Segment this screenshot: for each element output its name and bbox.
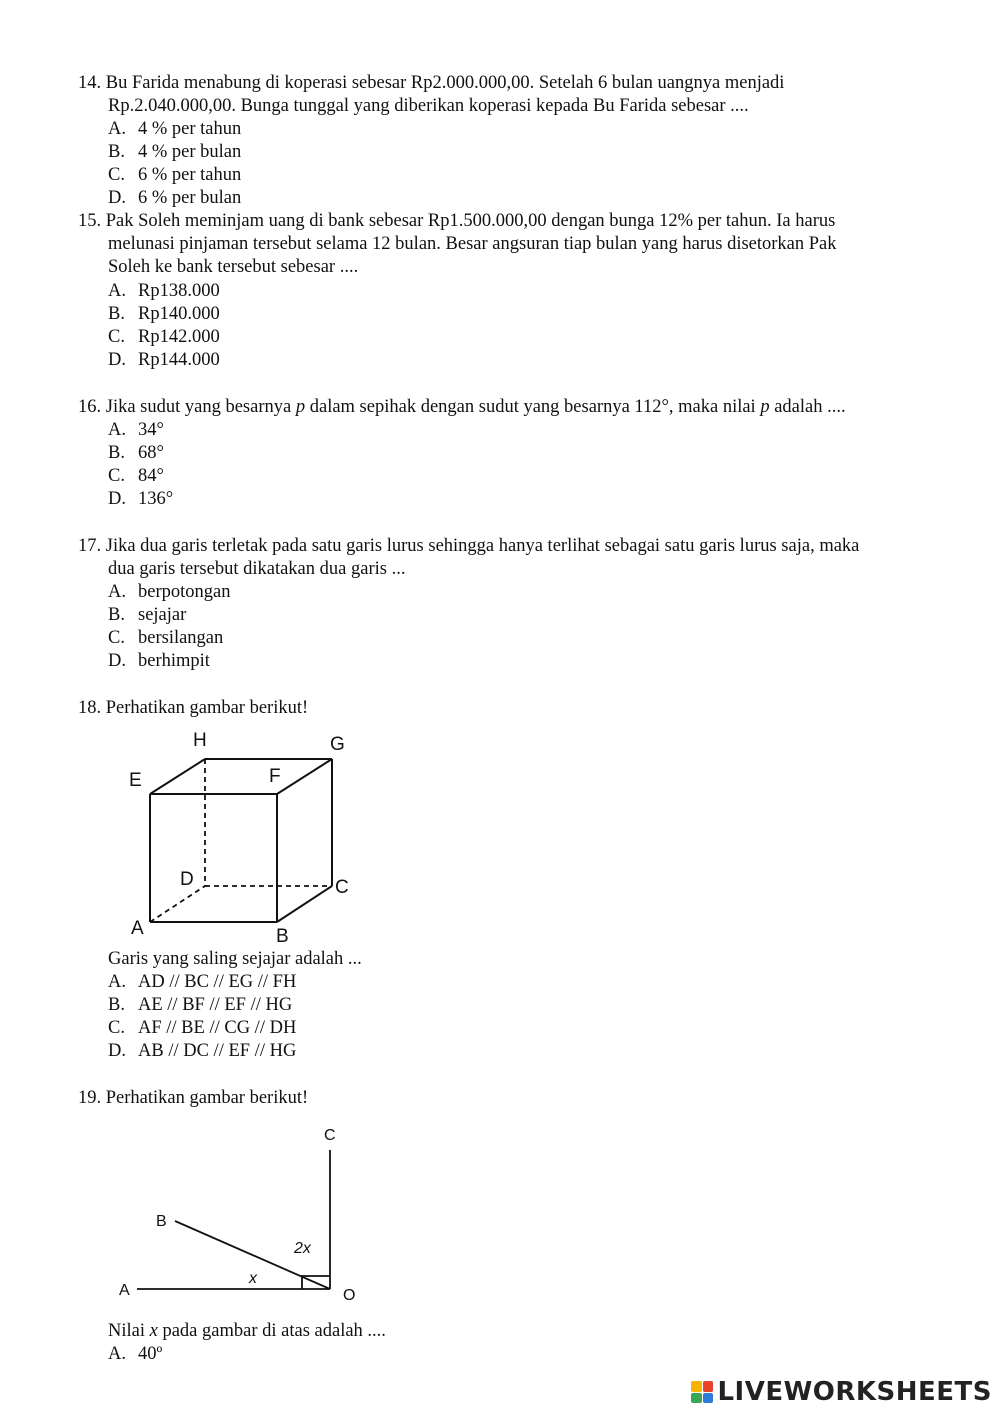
edge-ad-hidden [150, 886, 205, 922]
label-e: E [129, 770, 142, 791]
liveworksheets-logo-icon [691, 1381, 713, 1403]
q14-line-1 [78, 72, 784, 95]
label-c: C [324, 1127, 336, 1144]
q15-line-1 [78, 210, 835, 233]
label-b: B [156, 1213, 167, 1230]
q19-option-a[interactable]: A. 40º [108, 1344, 163, 1364]
q15-text-2: melunasi pinjaman tersebut selama 12 bulan. Besar angsuran tiap bulan yang harus disetorkan Pak [108, 234, 837, 254]
q17-option-c[interactable]: C. bersilangan [108, 628, 224, 648]
q18-intro: Perhatikan gambar berikut! [105, 698, 309, 718]
q14-option-a[interactable]: A. 4 % per tahun [108, 119, 242, 139]
q19-question: Nilai x pada gambar di atas adalah .... [108, 1321, 386, 1341]
label-d: D [180, 869, 194, 890]
edge-bc [277, 886, 332, 922]
q17-option-d[interactable]: D. berhimpit [108, 651, 210, 671]
label-angle-x: x [249, 1270, 257, 1287]
q14-option-c[interactable]: C. 6 % per tahun [108, 165, 242, 185]
q17-text-2: dua garis tersebut dikatakan dua garis ... [108, 559, 406, 579]
q16-option-b[interactable]: B. 68° [108, 443, 164, 463]
q18-question: Garis yang saling sejajar adalah ... [108, 949, 362, 969]
q17-line-1 [78, 535, 859, 558]
liveworksheets-brand [691, 1377, 992, 1407]
q18-option-b[interactable]: B. AE // BF // EF // HG [108, 995, 293, 1015]
q15-option-c[interactable]: C. Rp142.000 [108, 327, 220, 347]
q15-option-a[interactable]: A. Rp138.000 [108, 281, 220, 301]
brand-name: LIVEWORKSHEETS [717, 1377, 992, 1407]
q17-option-b[interactable]: B. sejajar [108, 605, 187, 625]
q18-line-1 [78, 697, 308, 720]
q17-option-a[interactable]: A. berpotongan [108, 582, 231, 602]
label-a: A [119, 1282, 130, 1299]
q14-option-b[interactable]: B. 4 % per bulan [108, 142, 242, 162]
q14-text-1: Bu Farida menabung di koperasi sebesar Rp2.000.000,00. Setelah 6 bulan uangnya menjadi [105, 73, 785, 93]
q17-text-1: Jika dua garis terletak pada satu garis lurus sehingga hanya terlihat sebagai satu garis lurus saja, maka [105, 536, 860, 556]
angle-figure [105, 1118, 375, 1313]
q16-number: 16. [78, 397, 102, 417]
q15-text-1: Pak Soleh meminjam uang di bank sebesar Rp1.500.000,00 dengan bunga 12% per tahun. Ia harus [105, 211, 836, 231]
q15-number: 15. [78, 211, 102, 231]
q15-option-d[interactable]: D. Rp144.000 [108, 350, 220, 370]
q14-number: 14. [78, 73, 102, 93]
label-b: B [276, 926, 289, 947]
q14-text-2: Rp.2.040.000,00. Bunga tunggal yang diberikan koperasi kepada Bu Farida sebesar .... [108, 96, 749, 116]
q16-option-c[interactable]: C. 84° [108, 466, 164, 486]
label-c: C [335, 877, 349, 898]
label-h: H [193, 730, 207, 751]
q18-option-c[interactable]: C. AF // BE // CG // DH [108, 1018, 297, 1038]
q19-line-1 [78, 1087, 308, 1110]
label-g: G [330, 734, 345, 755]
label-o: O [343, 1287, 356, 1304]
q17-number: 17. [78, 536, 102, 556]
label-f: F [269, 766, 281, 787]
q14-option-d[interactable]: D. 6 % per bulan [108, 188, 242, 208]
edge-eh [150, 759, 205, 794]
q15-text-3: Soleh ke bank tersebut sebesar .... [108, 257, 359, 277]
q19-intro: Perhatikan gambar berikut! [105, 1088, 309, 1108]
edge-fg [277, 759, 332, 794]
label-angle-2x: 2x [294, 1240, 311, 1257]
cube-figure [120, 722, 360, 952]
q18-number: 18. [78, 698, 102, 718]
q19-number: 19. [78, 1088, 102, 1108]
label-a: A [131, 918, 144, 939]
q15-option-b[interactable]: B. Rp140.000 [108, 304, 220, 324]
q18-option-d[interactable]: D. AB // DC // EF // HG [108, 1041, 297, 1061]
q16-option-d[interactable]: D. 136° [108, 489, 174, 509]
q16-option-a[interactable]: A. 34° [108, 420, 164, 440]
q18-option-a[interactable]: A. AD // BC // EG // FH [108, 972, 297, 992]
q16-line-1: 16. Jika sudut yang besarnya p dalam sepihak dengan sudut yang besarnya 112°, maka nilai p adalah .... [78, 397, 846, 417]
